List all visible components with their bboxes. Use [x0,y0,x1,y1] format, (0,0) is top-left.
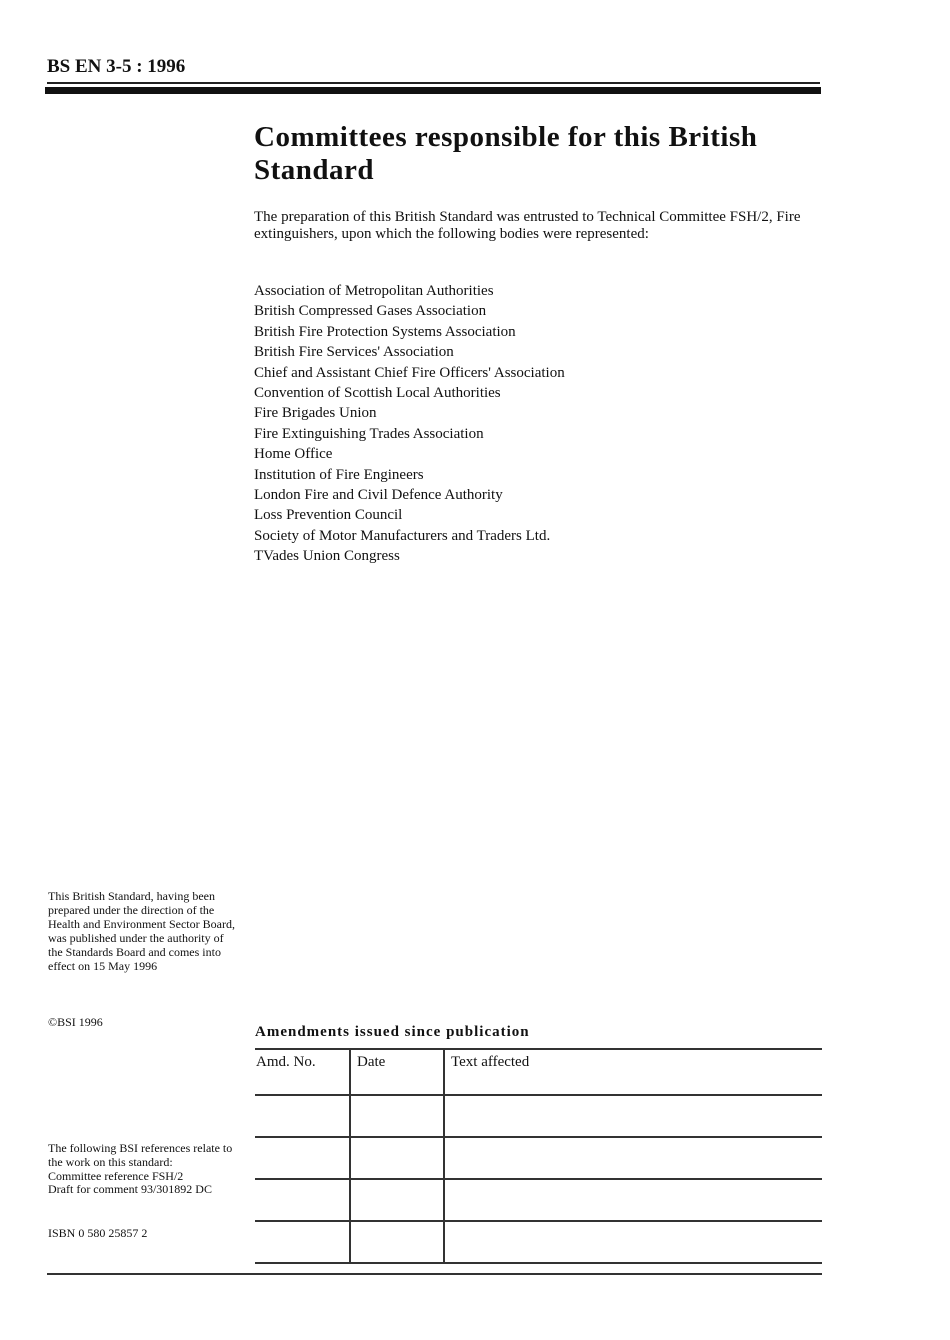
references-intro: The following BSI references relate to the work on this standard: [48,1141,233,1169]
body-item: Society of Motor Manufacturers and Traders Ltd. [254,527,551,544]
table-cell [350,1137,444,1179]
body-item: Home Office [254,446,333,463]
table-cell [444,1221,822,1263]
publication-note: This British Standard, having been prepared under the direction of the Health and Environment Sector Board, was published under the authority of the Standards Board and comes into effect on 15 May 1996 [48,889,235,973]
table-row [255,1095,822,1137]
table-cell [255,1095,350,1137]
intro-paragraph: The preparation of this British Standard was entrusted to Technical Committee FSH/2, Fire extinguishers, upon which the following bodies were represented: [254,209,801,242]
body-item: Chief and Assistant Chief Fire Officers' Association [254,364,565,381]
body-item: Institution of Fire Engineers [254,466,424,483]
column-header-amd-no: Amd. No. [255,1049,350,1095]
represented-bodies-list [254,281,565,567]
table-cell [350,1095,444,1137]
table-row [255,1179,822,1221]
table-cell [350,1179,444,1221]
table-cell [444,1095,822,1137]
table-cell [444,1179,822,1221]
table-cell [255,1221,350,1263]
amendments-title: Amendments issued since publication [255,1024,530,1040]
body-item: Fire Brigades Union [254,405,377,422]
body-item: Convention of Scottish Local Authorities [254,385,501,402]
body-item: British Fire Services' Association [254,344,454,361]
table-cell [255,1137,350,1179]
amendments-table [255,1048,822,1264]
body-item: Loss Prevention Council [254,507,403,524]
body-item: Fire Extinguishing Trades Association [254,425,484,442]
body-item: British Compressed Gases Association [254,303,487,320]
column-header-date: Date [350,1049,444,1095]
committee-reference: Committee reference FSH/2 [48,1168,184,1183]
bsi-references [48,1142,248,1197]
header-rule-thin [47,82,820,84]
body-item: TVades Union Congress [254,548,400,565]
table-cell [350,1221,444,1263]
body-item: British Fire Protection Systems Association [254,323,516,340]
draft-reference: Draft for comment 93/301892 DC [48,1182,212,1197]
isbn: ISBN 0 580 25857 2 [48,1226,148,1240]
header-rule-thick [45,87,821,94]
footer-rule [47,1273,822,1275]
table-row [255,1137,822,1179]
page-title: Committees responsible for this British Standard [254,121,758,186]
table-header-row [255,1049,822,1095]
copyright: ©BSI 1996 [48,1015,103,1029]
body-item: London Fire and Civil Defence Authority [254,487,503,504]
table-cell [444,1137,822,1179]
table-cell [255,1179,350,1221]
standard-id: BS EN 3-5 : 1996 [47,56,186,77]
table-row [255,1221,822,1263]
column-header-text-affected: Text affected [444,1049,822,1095]
body-item: Association of Metropolitan Authorities [254,283,494,299]
